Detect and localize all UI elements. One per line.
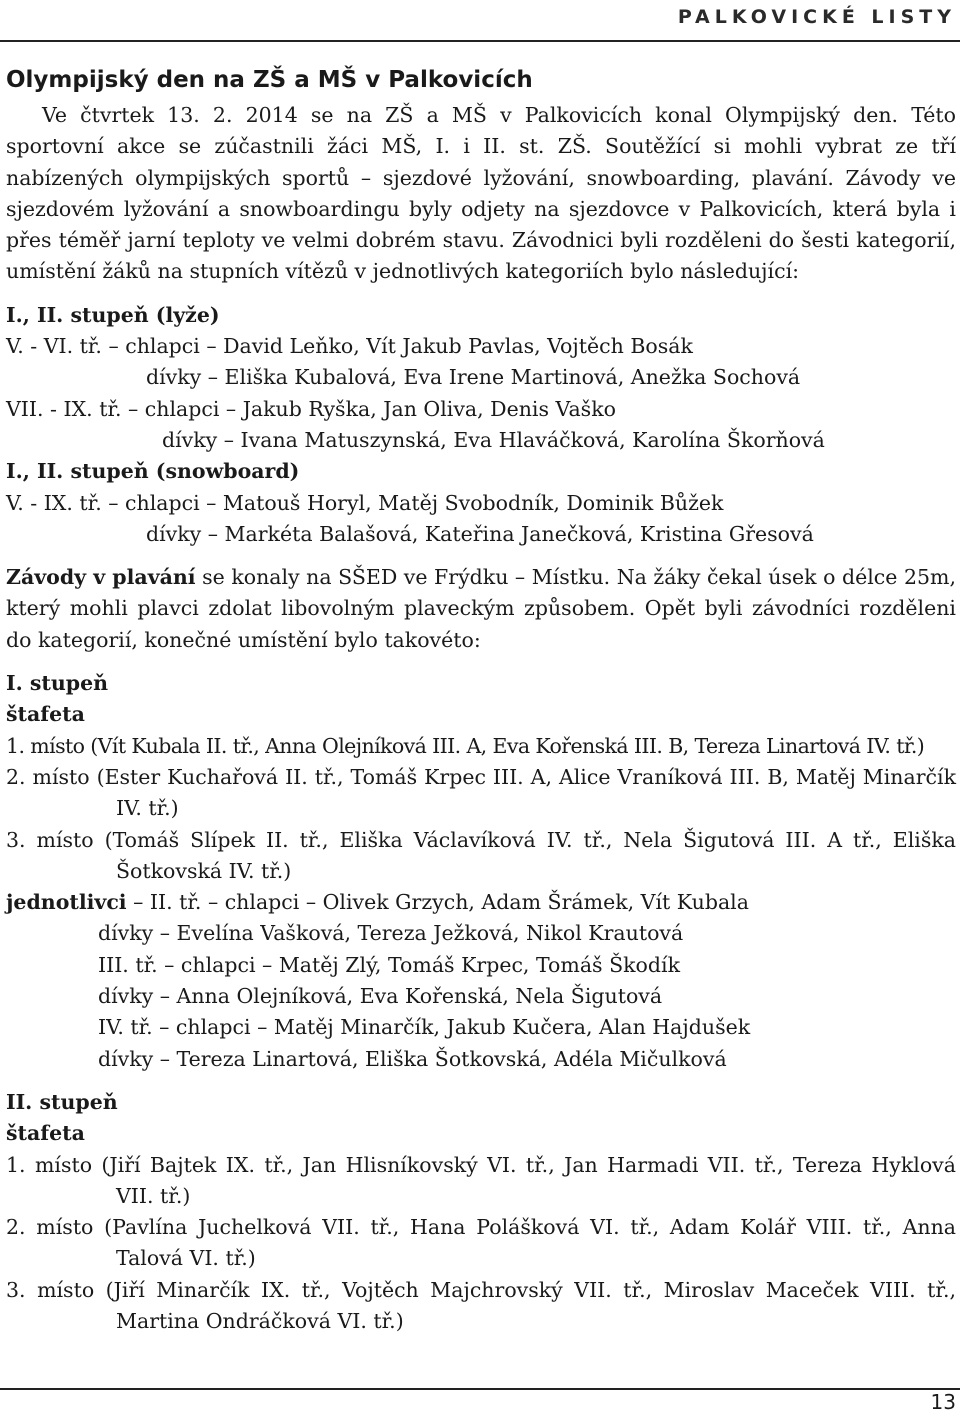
page-number: 13: [930, 1390, 956, 1414]
stage2-heading: II. stupeň: [6, 1089, 118, 1114]
article-title: Olympijský den na ZŠ a MŠ v Palkovicích: [6, 67, 533, 93]
ski-line-4: dívky – Ivana Matuszynská, Eva Hlaváčková, Karolína Škorňová: [162, 427, 825, 452]
stage1-individual-4: dívky – Anna Olejníková, Eva Kořenská, Nela Šigutová: [98, 984, 663, 1009]
individual-lead: jednotlivci: [6, 890, 127, 915]
stage1-individual-6: dívky – Tereza Linartová, Eliška Šotkovská, Adéla Mičulková: [98, 1046, 727, 1071]
intro-paragraph: Ve čtvrtek 13. 2. 2014 se na ZŠ a MŠ v Palkovicích konal Olympijský den. Této sportovní akce se zúčastnili žáci MŠ, I. i II. st. ZŠ. Soutěžící si mohli vybrat ze tří nabízených olympijských sportů – sjezdové lyžování, snowboarding, plavání. Závody ve sjezdovém lyžování a snowboardingu byly odjety na sjezdovce v Palkovicích, která byla i přes téměř jarní teploty ve velmi dobrém stavu. Závodnici byli rozděleni do šesti kategorií, umístění žáků na stupních vítězů v jednotlivých kategoriích bylo následující:: [6, 103, 956, 284]
snowboard-heading: I., II. stupeň (snowboard): [6, 459, 300, 484]
article: [6, 60, 956, 1337]
ski-heading: I., II. stupeň (lyže): [6, 302, 220, 327]
swim-lead: Závody v plavání: [6, 565, 196, 590]
ski-line-2: dívky – Eliška Kubalová, Eva Irene Martinová, Anežka Sochová: [146, 365, 801, 390]
stage1-relay-1: 1. místo (Vít Kubala II. tř., Anna Olejníková III. A, Eva Kořenská III. B, Tereza Linartová IV. tř.): [6, 733, 925, 758]
publication-title: PALKOVICKÉ LISTY: [677, 6, 956, 28]
stage1-relay-heading: štafeta: [6, 702, 85, 727]
page-footer-rule: [0, 1388, 960, 1390]
stage1-relay-2: 2. místo (Ester Kuchařová II. tř., Tomáš Krpec III. A, Alice Vraníková III. B, Matěj Minarčík IV. tř.): [6, 764, 956, 821]
stage2-relay-3: 3. místo (Jiří Minarčík IX. tř., Vojtěch Majchrovský VII. tř., Miroslav Maceček VIII. tř., Martina Ondráčková VI. tř.): [6, 1277, 956, 1333]
stage1-heading: I. stupeň: [6, 671, 109, 696]
stage1-individual-5: IV. tř. – chlapci – Matěj Minarčík, Jakub Kučera, Alan Hajdušek: [98, 1015, 751, 1040]
stage1-individual-3: III. tř. – chlapci – Matěj Zlý, Tomáš Krpec, Tomáš Škodík: [98, 952, 680, 977]
snowboard-line-2: dívky – Markéta Balašová, Kateřina Janečková, Kristina Gřesová: [146, 521, 814, 546]
stage2-relay-heading: štafeta: [6, 1121, 85, 1146]
swim-paragraph: [6, 562, 956, 656]
stage2-relay-2: 2. místo (Pavlína Juchelková VII. tř., Hana Polášková VI. tř., Adam Kolář VIII. tř., Anna Talová VI. tř.): [6, 1215, 956, 1271]
stage1-individual-1: jednotlivci – II. tř. – chlapci – Olivek Grzych, Adam Šrámek, Vít Kubala: [6, 890, 749, 915]
swim-text: se konaly na SŠED ve Frýdku – Místku. Na žáky čekal úsek o délce 25m, který mohli plavci zdolat libovolným plaveckým způsobem. Opět byli závodníci rozděleni do kategorií, konečné umístění bylo takovéto:: [6, 565, 956, 652]
stage1-relay-3: 3. místo (Tomáš Slípek II. tř., Eliška Václavíková IV. tř., Nela Šigutová III. A tř., Eliška Šotkovská IV. tř.): [6, 827, 956, 883]
stage2-relay-1: 1. místo (Jiří Bajtek IX. tř., Jan Hlisníkovský VI. tř., Jan Harmadi VII. tř., Tereza Hyklová VII. tř.): [6, 1152, 956, 1208]
ski-line-3: VII. - IX. tř. – chlapci – Jakub Ryška, Jan Oliva, Denis Vaško: [6, 396, 616, 421]
snowboard-line-1: V. - IX. tř. – chlapci – Matouš Horyl, Matěj Svobodník, Dominik Bůžek: [6, 490, 724, 515]
stage1-individual-2: dívky – Evelína Vašková, Tereza Ježková, Nikol Krautová: [98, 921, 684, 946]
ski-line-1: V. - VI. tř. – chlapci – David Leňko, Vít Jakub Pavlas, Vojtěch Bosák: [6, 334, 693, 359]
page-header: [0, 2, 960, 42]
